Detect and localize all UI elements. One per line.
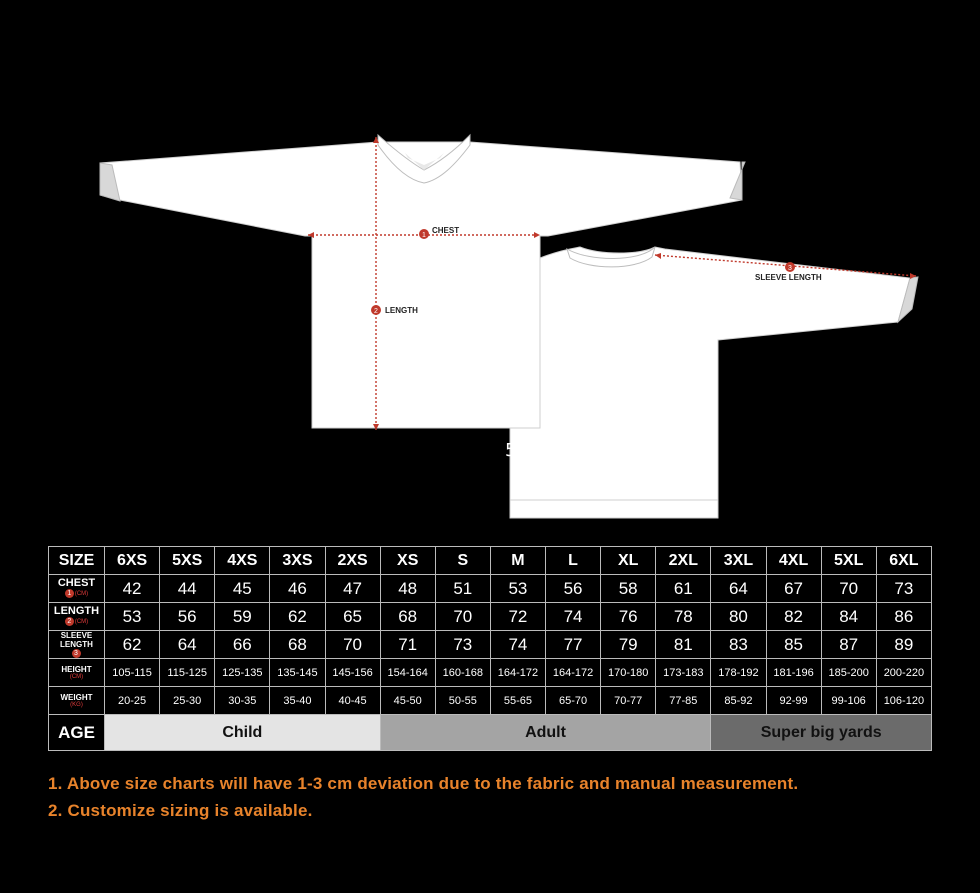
measure-cell: 30-35 — [215, 687, 270, 715]
measure-cell: 82 — [766, 603, 821, 631]
size-col-header: 5XS — [160, 547, 215, 575]
row-label-unit — [49, 649, 104, 658]
size-col-header: 4XL — [766, 547, 821, 575]
measure-cell: 200-220 — [876, 659, 931, 687]
measure-cell: 99-106 — [821, 687, 876, 715]
measure-cell: 164-172 — [546, 659, 601, 687]
measure-row-label — [49, 603, 105, 631]
measure-cell: 92-99 — [766, 687, 821, 715]
svg-text:1: 1 — [422, 232, 426, 239]
measure-cell: 160-168 — [435, 659, 490, 687]
size-header-row — [49, 547, 932, 575]
measure-cell: 105-115 — [105, 659, 160, 687]
size-col-header: XS — [380, 547, 435, 575]
measure-cell: 84 — [821, 603, 876, 631]
measure-cell: 73 — [435, 631, 490, 659]
measure-cell: 62 — [270, 603, 325, 631]
measure-cell: 55-65 — [490, 687, 545, 715]
measure-cell: 154-164 — [380, 659, 435, 687]
measure-cell: 145-156 — [325, 659, 380, 687]
row-label-text: SLEEVE LENGTH — [60, 631, 93, 649]
measure-cell: 48 — [380, 575, 435, 603]
measure-row — [49, 631, 932, 659]
row-label-unit — [49, 589, 104, 598]
measure-cell: 135-145 — [270, 659, 325, 687]
measure-cell: 71 — [380, 631, 435, 659]
measure-cell: 81 — [656, 631, 711, 659]
measure-cell: 74 — [546, 603, 601, 631]
note-deviation: 1. Above size charts will have 1-3 cm deviation due to the fabric and manual measurement. — [48, 774, 799, 793]
measure-cell: 73 — [876, 575, 931, 603]
measure-cell: 20-25 — [105, 687, 160, 715]
size-col-header: 6XL — [876, 547, 931, 575]
measure-cell: 35-40 — [270, 687, 325, 715]
measure-cell: 83 — [711, 631, 766, 659]
svg-text:CHEST: CHEST — [432, 226, 460, 235]
size-col-header: XL — [601, 547, 656, 575]
measure-cell: 64 — [711, 575, 766, 603]
measure-cell: 45 — [215, 575, 270, 603]
measure-cell: 77 — [546, 631, 601, 659]
measure-cell: 87 — [821, 631, 876, 659]
back-jersey — [510, 247, 918, 518]
measure-row — [49, 687, 932, 715]
svg-text:SLEEVE LENGTH: SLEEVE LENGTH — [755, 273, 822, 282]
measure-cell: 65 — [325, 603, 380, 631]
unit-text: (CM) — [69, 673, 84, 680]
measure-cell: 47 — [325, 575, 380, 603]
measure-cell: 80 — [711, 603, 766, 631]
size-col-header: 2XL — [656, 547, 711, 575]
age-group-1: Adult — [380, 715, 711, 751]
note-customize: 2. Customize sizing is available. — [48, 801, 313, 820]
length-label — [371, 305, 418, 315]
row-label-text: WEIGHT — [60, 692, 93, 702]
measure-cell: 66 — [215, 631, 270, 659]
measure-cell: 106-120 — [876, 687, 931, 715]
measure-row — [49, 575, 932, 603]
measure-cell: 70 — [435, 603, 490, 631]
size-col-header: M — [490, 547, 545, 575]
measure-cell: 45-50 — [380, 687, 435, 715]
measure-cell: 70-77 — [601, 687, 656, 715]
age-group-2: Super big yards — [711, 715, 932, 751]
row-label-unit — [49, 702, 104, 709]
measure-cell: 65-70 — [546, 687, 601, 715]
measure-cell: 79 — [601, 631, 656, 659]
measure-row-label — [49, 575, 105, 603]
measure-cell: 53 — [490, 575, 545, 603]
age-row — [49, 715, 932, 751]
size-col-header: L — [546, 547, 601, 575]
measure-cell: 25-30 — [160, 687, 215, 715]
size-col-header: 6XS — [105, 547, 160, 575]
measure-cell: 67 — [766, 575, 821, 603]
measure-cell: 56 — [160, 603, 215, 631]
measure-cell: 178-192 — [711, 659, 766, 687]
watermark-text: 5 盗图必究 — [505, 440, 595, 461]
svg-text:2: 2 — [374, 308, 378, 315]
measure-cell: 46 — [270, 575, 325, 603]
measure-cell: 72 — [490, 603, 545, 631]
measure-cell: 86 — [876, 603, 931, 631]
measure-cell: 40-45 — [325, 687, 380, 715]
measure-cell: 59 — [215, 603, 270, 631]
measure-cell: 68 — [380, 603, 435, 631]
row-label-text: LENGTH — [53, 605, 100, 618]
measure-row-label — [49, 631, 105, 659]
measure-cell: 58 — [601, 575, 656, 603]
size-chart-table — [48, 546, 932, 751]
measure-cell: 89 — [876, 631, 931, 659]
measure-cell: 53 — [105, 603, 160, 631]
measure-number-badge: 2 — [65, 617, 74, 626]
measure-cell: 61 — [656, 575, 711, 603]
measure-cell: 68 — [270, 631, 325, 659]
measure-cell: 50-55 — [435, 687, 490, 715]
age-label: AGE — [49, 715, 105, 751]
svg-text:LENGTH: LENGTH — [385, 306, 418, 315]
measure-cell: 185-200 — [821, 659, 876, 687]
measure-cell: 164-172 — [490, 659, 545, 687]
measure-cell: 78 — [656, 603, 711, 631]
measure-cell: 42 — [105, 575, 160, 603]
unit-text: (CM) — [74, 591, 89, 598]
measure-cell: 85 — [766, 631, 821, 659]
measure-cell: 70 — [325, 631, 380, 659]
measure-row-label — [49, 659, 105, 687]
size-col-header: S — [435, 547, 490, 575]
measure-cell: 74 — [490, 631, 545, 659]
measure-cell: 56 — [546, 575, 601, 603]
measure-row-label — [49, 687, 105, 715]
row-label-unit — [49, 617, 104, 626]
size-col-header: 5XL — [821, 547, 876, 575]
size-col-header: 3XL — [711, 547, 766, 575]
unit-text: (CM) — [74, 619, 89, 626]
row-label-text: HEIGHT — [61, 664, 92, 674]
unit-text: (KG) — [70, 701, 83, 708]
measure-number-badge: 1 — [65, 589, 74, 598]
size-col-header: 2XS — [325, 547, 380, 575]
measure-row — [49, 659, 932, 687]
measure-cell: 62 — [105, 631, 160, 659]
measure-row — [49, 603, 932, 631]
measure-cell: 115-125 — [160, 659, 215, 687]
size-header-label: SIZE — [49, 547, 105, 575]
measure-cell: 170-180 — [601, 659, 656, 687]
measure-cell: 85-92 — [711, 687, 766, 715]
measure-cell: 77-85 — [656, 687, 711, 715]
measure-number-badge: 3 — [72, 649, 81, 658]
row-label-unit — [49, 674, 104, 681]
size-col-header: 3XS — [270, 547, 325, 575]
svg-text:3: 3 — [788, 265, 792, 272]
size-col-header: 4XS — [215, 547, 270, 575]
row-label-text: CHEST — [57, 577, 96, 590]
measure-cell: 44 — [160, 575, 215, 603]
age-group-0: Child — [105, 715, 381, 751]
measure-cell: 173-183 — [656, 659, 711, 687]
measure-cell: 51 — [435, 575, 490, 603]
measure-cell: 64 — [160, 631, 215, 659]
measure-cell: 125-135 — [215, 659, 270, 687]
measure-cell: 70 — [821, 575, 876, 603]
measure-cell: 76 — [601, 603, 656, 631]
measure-cell: 181-196 — [766, 659, 821, 687]
